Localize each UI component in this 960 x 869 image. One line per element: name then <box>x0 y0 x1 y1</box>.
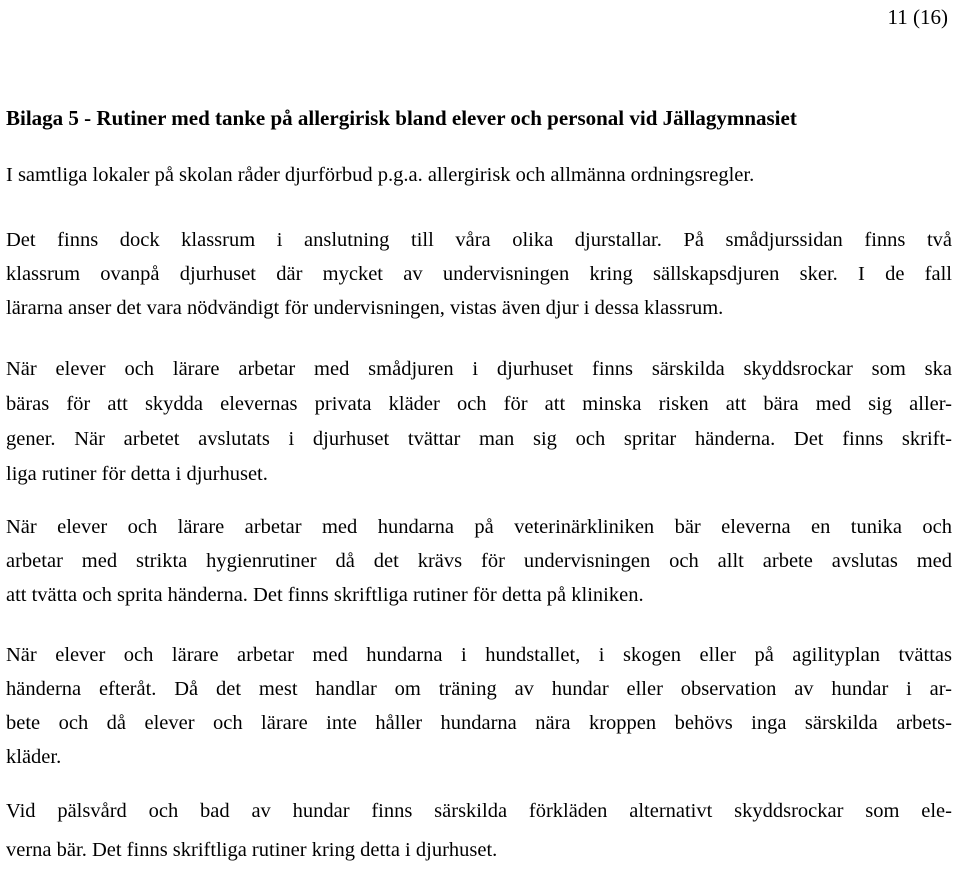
paragraph-2 <box>6 223 952 325</box>
paragraph-line: arbetar med strikta hygienrutiner då det krävs för undervisningen och allt arbete avslutas med <box>6 544 952 578</box>
paragraph-line: När elever och lärare arbetar med hundarna i hundstallet, i skogen eller på agilityplan tvättas <box>6 638 952 672</box>
paragraph-4 <box>6 510 952 612</box>
paragraph-line: I samtliga lokaler på skolan råder djurförbud p.g.a. allergirisk och allmänna ordningsregler. <box>6 158 952 192</box>
page-title: Bilaga 5 - Rutiner med tanke på allergirisk bland elever och personal vid Jällagymnasiet <box>6 103 797 133</box>
paragraph-line: liga rutiner för detta i djurhuset. <box>6 457 952 492</box>
paragraph-line: gener. När arbetet avslutats i djurhuset tvättar man sig och spritar händerna. Det finns skrift- <box>6 422 952 457</box>
paragraph-line: att tvätta och sprita händerna. Det finns skriftliga rutiner för detta på kliniken. <box>6 578 952 612</box>
paragraph-6 <box>6 792 952 869</box>
paragraph-line: bäras för att skydda elevernas privata kläder och för att minska risken att bära med sig aller- <box>6 387 952 422</box>
paragraph-line: klassrum ovanpå djurhuset där mycket av undervisningen kring sällskapsdjuren sker. I de fall <box>6 257 952 291</box>
paragraph-line: kläder. <box>6 740 952 774</box>
paragraph-line: händerna efteråt. Då det mest handlar om träning av hundar eller observation av hundar i ar- <box>6 672 952 706</box>
paragraph-line: När elever och lärare arbetar med hundarna på veterinärkliniken bär eleverna en tunika och <box>6 510 952 544</box>
paragraph-line: verna bär. Det finns skriftliga rutiner kring detta i djurhuset. <box>6 831 952 869</box>
paragraph-3 <box>6 352 952 492</box>
paragraph-line: Det finns dock klassrum i anslutning till våra olika djurstallar. På smådjurssidan finns två <box>6 223 952 257</box>
paragraph-line: Vid pälsvård och bad av hundar finns särskilda förkläden alternativt skyddsrockar som ele- <box>6 792 952 831</box>
paragraph-line: lärarna anser det vara nödvändigt för undervisningen, vistas även djur i dessa klassrum. <box>6 291 952 325</box>
paragraph-line: När elever och lärare arbetar med smådjuren i djurhuset finns särskilda skyddsrockar som ska <box>6 352 952 387</box>
page-number: 11 (16) <box>888 2 948 32</box>
paragraph-1 <box>6 158 952 192</box>
paragraph-5 <box>6 638 952 774</box>
paragraph-line: bete och då elever och lärare inte håller hundarna nära kroppen behövs inga särskilda arbets- <box>6 706 952 740</box>
